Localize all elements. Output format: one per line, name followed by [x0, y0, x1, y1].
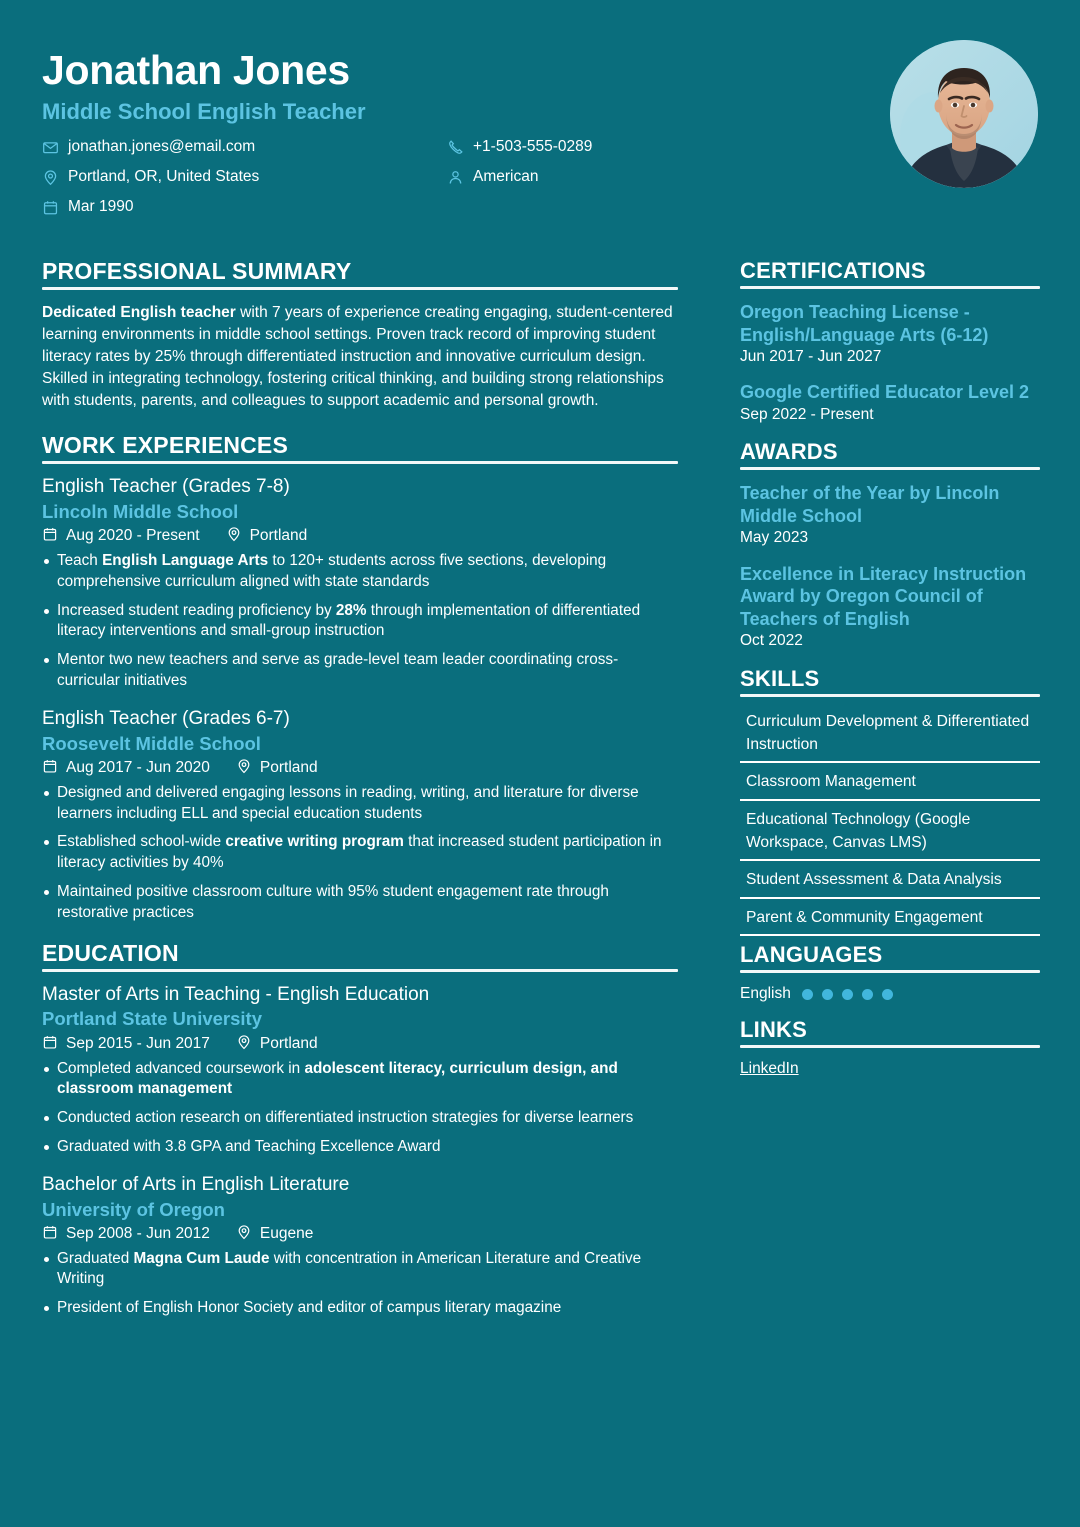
- work-bullet: Established school-wide creative writing program that increased student participation in literacy activities by 40%: [42, 832, 678, 874]
- summary-lead: Dedicated English teacher: [42, 304, 236, 321]
- language-level-dot: [822, 989, 833, 1000]
- work-entry-organization: Roosevelt Middle School: [42, 732, 261, 754]
- education-entry-organization: University of Oregon: [42, 1198, 225, 1220]
- language-name: English: [740, 985, 791, 1003]
- education-bullet: Graduated with 3.8 GPA and Teaching Excellence Award: [42, 1137, 678, 1158]
- section-title-education: EDUCATION: [42, 939, 179, 966]
- header-text-block: [42, 40, 592, 216]
- education-entry-role: Bachelor of Arts in English Literature: [42, 1173, 350, 1195]
- section-rule: [42, 287, 678, 290]
- language-level-dots: [802, 989, 893, 1000]
- phone-icon: [447, 139, 464, 156]
- candidate-job-title: Middle School English Teacher: [42, 99, 366, 124]
- education-entry: [42, 984, 678, 1158]
- resume-body: [42, 258, 1038, 1335]
- work-entry-list: [42, 476, 678, 924]
- education-entry-meta: [42, 1224, 678, 1245]
- skill-item: Educational Technology (Google Workspace, Canvas LMS): [740, 807, 1040, 862]
- main-column: [42, 258, 678, 1335]
- work-bullet: Mentor two new teachers and serve as grade-level team leader coordinating cross-curricular initiatives: [42, 650, 678, 692]
- award-item: [740, 563, 1040, 651]
- certification-item-title: Google Certified Educator Level 2: [740, 382, 1030, 403]
- contact-phone[interactable]: [447, 138, 592, 156]
- contact-nationality: [447, 168, 592, 186]
- education-entry-location: [236, 1034, 318, 1055]
- section-rule: [740, 694, 1040, 697]
- section-education: [42, 940, 678, 1320]
- language-item: [740, 985, 1040, 1003]
- education-entry-dates-text: Sep 2015 - Jun 2017: [66, 1035, 210, 1053]
- work-entry: [42, 476, 678, 692]
- section-awards: [740, 439, 1040, 650]
- skill-item: Curriculum Development & Differentiated Instruction: [740, 709, 1040, 764]
- calendar-icon: [42, 199, 59, 216]
- section-title-skills: SKILLS: [740, 665, 820, 691]
- summary-paragraph: [42, 302, 678, 412]
- language-level-dot: [802, 989, 813, 1000]
- section-title-awards: AWARDS: [740, 439, 838, 465]
- person-icon: [447, 169, 464, 186]
- resume-header: [42, 40, 1038, 240]
- avatar-photo: [890, 40, 1038, 188]
- sidebar-column: [740, 258, 1040, 1335]
- contact-email[interactable]: [42, 138, 447, 156]
- certification-item: [740, 381, 1040, 424]
- work-entry-meta: [42, 758, 678, 779]
- award-item-date: May 2023: [740, 529, 809, 547]
- award-item: [740, 482, 1040, 547]
- award-item-title: Teacher of the Year by Lincoln Middle School: [740, 483, 1000, 526]
- award-list: [740, 482, 1040, 650]
- bullet-emphasis: creative writing program: [225, 833, 404, 851]
- section-rule: [740, 286, 1040, 289]
- education-bullet: Conducted action research on differentiated instruction strategies for diverse learners: [42, 1108, 678, 1129]
- calendar-icon: [42, 1224, 58, 1245]
- certification-item: [740, 301, 1040, 366]
- section-professional-summary: [42, 258, 678, 412]
- summary-body: with 7 years of experience creating engaging, student-centered learning environments in middle school settings. Proven track record of improving student literacy rates by 25% through differentiated instruction and innovative curriculum design. Skilled in integrating technology, fostering critical thinking, and building strong relationships with students, parents, and colleagues to support academic and personal growth.: [42, 304, 673, 409]
- education-entry-meta: [42, 1034, 678, 1055]
- section-rule: [740, 467, 1040, 470]
- work-bullet-list: [42, 783, 678, 924]
- bullet-emphasis: English Language Arts: [102, 551, 269, 569]
- location-pin-icon: [236, 1224, 252, 1245]
- work-entry: [42, 708, 678, 924]
- contact-location: [42, 168, 447, 186]
- contact-nationality-text: American: [473, 168, 539, 186]
- avatar: [890, 40, 1038, 188]
- section-rule: [42, 461, 678, 464]
- section-title-links: LINKS: [740, 1017, 807, 1043]
- section-title-summary: PROFESSIONAL SUMMARY: [42, 258, 352, 284]
- education-bullet-list: [42, 1249, 678, 1319]
- work-bullet: Maintained positive classroom culture with 95% student engagement rate through restorative practices: [42, 882, 678, 924]
- section-title-work: WORK EXPERIENCES: [42, 432, 289, 458]
- education-entry-dates: [42, 1034, 210, 1055]
- education-bullet: President of English Honor Society and editor of campus literary magazine: [42, 1298, 678, 1319]
- section-rule: [740, 1045, 1040, 1048]
- contact-birthdate-text: Mar 1990: [68, 198, 134, 216]
- link-row: [740, 1060, 1040, 1078]
- section-certifications: [740, 258, 1040, 424]
- contact-email-text: jonathan.jones@email.com: [68, 138, 256, 156]
- link-list: [740, 1060, 1040, 1078]
- contact-phone-text: +1-503-555-0289: [473, 138, 593, 156]
- education-entry-list: [42, 984, 678, 1320]
- language-level-dot: [882, 989, 893, 1000]
- work-entry-role: English Teacher (Grades 7-8): [42, 476, 290, 497]
- work-entry-location: [236, 758, 318, 779]
- location-pin-icon: [42, 169, 59, 186]
- certification-item-title: Oregon Teaching License - English/Language Arts (6-12): [740, 302, 989, 345]
- award-item-title: Excellence in Literacy Instruction Award by Oregon Council of Teachers of English: [740, 563, 1027, 629]
- language-level-dot: [862, 989, 873, 1000]
- section-rule: [42, 969, 678, 972]
- education-entry-location-text: Eugene: [259, 1225, 314, 1243]
- certification-list: [740, 301, 1040, 424]
- skill-item: Student Assessment & Data Analysis: [740, 867, 1040, 898]
- section-work-experiences: [42, 432, 678, 924]
- envelope-icon: [42, 139, 59, 156]
- work-entry-location: [226, 526, 308, 547]
- section-title-languages: LANGUAGES: [740, 942, 883, 968]
- work-bullet: Designed and delivered engaging lessons in reading, writing, and literature for diverse learners including ELL and special education students: [42, 783, 678, 825]
- skill-list: [740, 709, 1040, 937]
- location-pin-icon: [236, 758, 252, 779]
- section-languages: [740, 942, 1040, 1003]
- education-entry-location-text: Portland: [259, 1035, 318, 1053]
- education-entry-role: Master of Arts in Teaching - English Education: [42, 983, 430, 1005]
- award-item-date: Oct 2022: [740, 632, 803, 650]
- skill-item: Classroom Management: [740, 769, 1040, 800]
- section-skills: [740, 666, 1040, 937]
- work-entry-organization: Lincoln Middle School: [42, 500, 239, 522]
- contact-info-grid: [42, 138, 592, 216]
- work-entry-role: English Teacher (Grades 6-7): [42, 707, 290, 729]
- education-entry-dates-text: Sep 2008 - Jun 2012: [66, 1225, 210, 1243]
- work-entry-dates: [42, 758, 210, 779]
- education-entry-dates: [42, 1224, 210, 1245]
- work-bullet: Increased student reading proficiency by 28% through implementation of differentiated literacy interventions and small-group instruction: [42, 601, 678, 643]
- contact-location-text: Portland, OR, United States: [68, 168, 260, 186]
- certification-item-date: Jun 2017 - Jun 2027: [740, 348, 882, 365]
- education-entry-location: [236, 1224, 313, 1245]
- candidate-name: Jonathan Jones: [42, 47, 350, 93]
- language-list: [740, 985, 1040, 1003]
- education-entry-organization: Portland State University: [42, 1008, 263, 1030]
- bullet-emphasis: Magna Cum Laude: [133, 1249, 270, 1267]
- bullet-emphasis: adolescent literacy, curriculum design, and classroom management: [57, 1059, 618, 1098]
- calendar-icon: [42, 1034, 58, 1055]
- education-bullet: Completed advanced coursework in adolescent literacy, curriculum design, and classroom management: [42, 1059, 678, 1101]
- location-pin-icon: [236, 1034, 252, 1055]
- work-entry-location-text: Portland: [259, 759, 318, 777]
- section-title-certifications: CERTIFICATIONS: [740, 258, 926, 283]
- work-bullet-list: [42, 551, 678, 692]
- work-entry-dates-text: Aug 2020 - Present: [66, 527, 200, 545]
- work-entry-location-text: Portland: [249, 527, 308, 545]
- contact-birthdate: [42, 198, 447, 216]
- work-entry-dates-text: Aug 2017 - Jun 2020: [66, 759, 210, 777]
- calendar-icon: [42, 526, 58, 547]
- section-rule: [740, 970, 1040, 973]
- work-entry-meta: [42, 526, 678, 547]
- location-pin-icon: [226, 526, 242, 547]
- skill-item: Parent & Community Engagement: [740, 905, 1040, 936]
- work-entry-dates: [42, 526, 200, 547]
- education-bullet-list: [42, 1059, 678, 1158]
- section-links: [740, 1017, 1040, 1078]
- bullet-emphasis: 28%: [335, 601, 367, 619]
- language-level-dot: [842, 989, 853, 1000]
- certification-item-date: Sep 2022 - Present: [740, 405, 874, 423]
- link-linkedin[interactable]: LinkedIn: [740, 1060, 799, 1078]
- education-bullet: Graduated Magna Cum Laude with concentration in American Literature and Creative Writing: [42, 1249, 678, 1291]
- work-bullet: Teach English Language Arts to 120+ students across five sections, developing comprehensive curriculum aligned with state standards: [42, 551, 678, 593]
- education-entry: [42, 1174, 678, 1319]
- calendar-icon: [42, 758, 58, 779]
